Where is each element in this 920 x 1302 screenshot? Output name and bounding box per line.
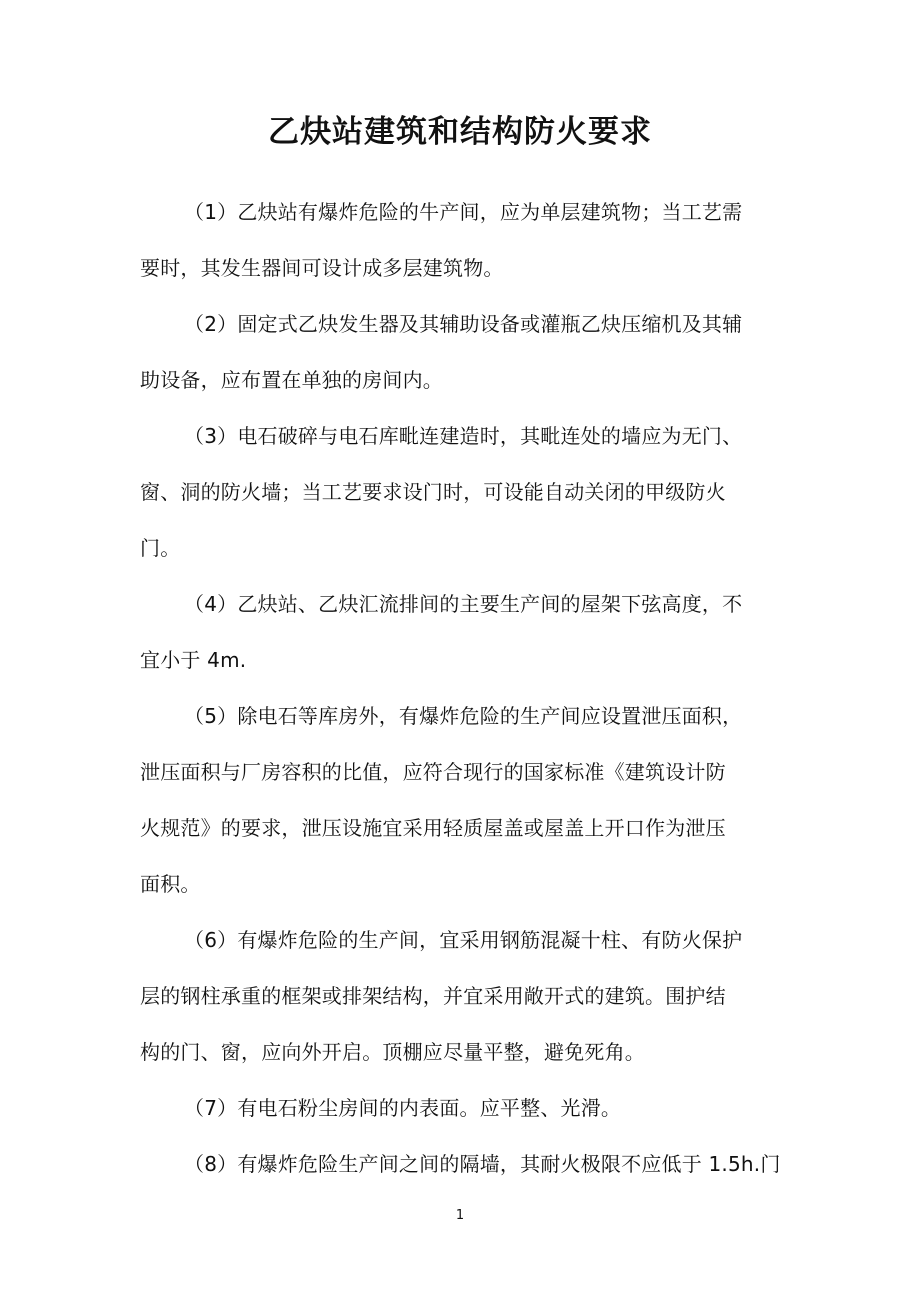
paragraph-line: 构的门、窗，应向外开启。顶棚应尽量平整，避免死角。 [140, 1040, 645, 1064]
paragraph-line: 火规范》的要求，泄压设施宜采用轻质屋盖或屋盖上开口作为泄压 [140, 816, 726, 840]
paragraph-line: 门。 [140, 536, 181, 560]
paragraph-line: 助设备，应布置在单独的房间内。 [140, 368, 443, 392]
paragraph-line: 泄压面积与厂房容积的比值，应符合现行的国家标准《建筑设计防 [140, 760, 726, 784]
page-number: 1 [455, 1208, 465, 1223]
paragraph-line: （7）有电石粉尘房间的内表面。应平整、光滑。 [184, 1096, 622, 1120]
paragraph-line: （4）乙炔站、乙炔汇流排间的主要生产间的屋架下弦高度，不 [184, 592, 743, 616]
paragraph-line: 宜小于 4m. [140, 648, 247, 672]
paragraph-line: （5）除电石等库房外，有爆炸危险的生产间应设置泄压面积， [184, 704, 743, 728]
paragraph-line: 窗、洞的防火墙；当工艺要求设门时，可设能自动关闭的甲级防火 [140, 480, 726, 504]
paragraph-line: 面积。 [140, 872, 201, 896]
paragraph-line: （1）乙炔站有爆炸危险的牛产间，应为单层建筑物；当工艺需 [184, 200, 743, 224]
paragraph-line: （3）电石破碎与电石库毗连建造时，其毗连处的墙应为无门、 [184, 424, 743, 448]
paragraph-line: （8）有爆炸危险生产间之间的隔墙，其耐火极限不应低于 1.5h.门 [184, 1152, 781, 1176]
paragraph-line: 要时，其发生器间可设计成多层建筑物。 [140, 256, 504, 280]
paragraph-line: （6）有爆炸危险的生产间，宜采用钢筋混凝十柱、有防火保护 [184, 928, 743, 952]
paragraph-line: （2）固定式乙炔发生器及其辅助设备或灌瓶乙炔压缩机及其辅 [184, 312, 743, 336]
paragraph-line: 层的钢柱承重的框架或排架结构，并宜采用敞开式的建筑。围护结 [140, 984, 726, 1008]
document-title: 乙炔站建筑和结构防火要求 [268, 114, 652, 150]
